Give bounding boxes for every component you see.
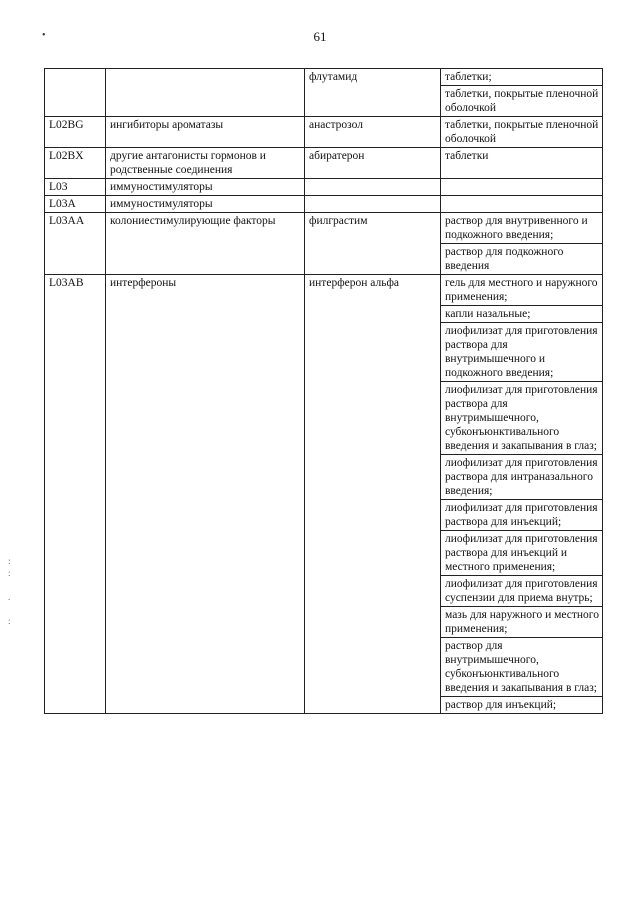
drug-name-cell: интерферон альфа	[305, 275, 441, 714]
dosage-form-cell: капли назальные;	[441, 306, 603, 323]
table-row	[45, 275, 603, 306]
dosage-form-cell: мазь для наружного и местного применения;	[441, 607, 603, 638]
table-row	[45, 117, 603, 148]
group-cell: интерфероны	[106, 275, 305, 714]
dosage-form-cell: таблетки;	[441, 69, 603, 86]
page-number: 61	[313, 29, 327, 44]
table-row	[45, 213, 603, 244]
group-cell: другие антагонисты гормонов и родственные соединения	[106, 148, 305, 179]
group-cell: иммуностимуляторы	[106, 179, 305, 196]
dosage-form-cell	[441, 196, 603, 213]
drug-name-cell: флутамид	[305, 69, 441, 117]
dosage-form-cell: гель для местного и наружного применения;	[441, 275, 603, 306]
dosage-form-cell: таблетки, покрытые пленочной оболочкой	[441, 117, 603, 148]
dosage-form-cell: лиофилизат для приготовления суспензии для приема внутрь;	[441, 576, 603, 607]
dosage-form-cell: таблетки, покрытые пленочной оболочкой	[441, 86, 603, 117]
table-row	[45, 69, 603, 86]
group-cell: колониестимулирующие факторы	[106, 213, 305, 275]
group-cell: ингибиторы ароматазы	[106, 117, 305, 148]
dosage-form-cell: раствор для внутримышечного, субконъюнктивального введения и закапывания в глаз;	[441, 638, 603, 697]
dosage-form-cell: лиофилизат для приготовления раствора для внутримышечного, субконъюнктивального введения и закапывания в глаз;	[441, 382, 603, 455]
table-row	[45, 148, 603, 179]
drug-table	[44, 68, 603, 714]
scan-mark: •	[42, 30, 46, 41]
dosage-form-cell: лиофилизат для приготовления раствора для интраназального введения;	[441, 455, 603, 500]
table-row	[45, 196, 603, 213]
atc-code-cell: L03	[45, 179, 106, 196]
drug-name-cell: филграстим	[305, 213, 441, 275]
drug-name-cell	[305, 196, 441, 213]
group-cell: иммуностимуляторы	[106, 196, 305, 213]
drug-name-cell: анастрозол	[305, 117, 441, 148]
atc-code-cell: L02BG	[45, 117, 106, 148]
dosage-form-cell: лиофилизат для приготовления раствора для инъекций и местного применения;	[441, 531, 603, 576]
dosage-form-cell: раствор для подкожного введения	[441, 244, 603, 275]
drug-name-cell	[305, 179, 441, 196]
drug-name-cell: абиратерон	[305, 148, 441, 179]
group-cell	[106, 69, 305, 117]
dosage-form-cell	[441, 179, 603, 196]
dosage-form-cell: лиофилизат для приготовления раствора для внутримышечного и подкожного введения;	[441, 323, 603, 382]
atc-code-cell: L03A	[45, 196, 106, 213]
dosage-form-cell: раствор для внутривенного и подкожного введения;	[441, 213, 603, 244]
atc-code-cell: L03AB	[45, 275, 106, 714]
atc-code-cell	[45, 69, 106, 117]
dosage-form-cell: лиофилизат для приготовления раствора для инъекций;	[441, 500, 603, 531]
scan-margin-marks: : : . :	[8, 556, 11, 626]
dosage-form-cell: таблетки	[441, 148, 603, 179]
table-row	[45, 179, 603, 196]
dosage-form-cell: раствор для инъекций;	[441, 697, 603, 714]
atc-code-cell: L02BX	[45, 148, 106, 179]
atc-code-cell: L03AA	[45, 213, 106, 275]
